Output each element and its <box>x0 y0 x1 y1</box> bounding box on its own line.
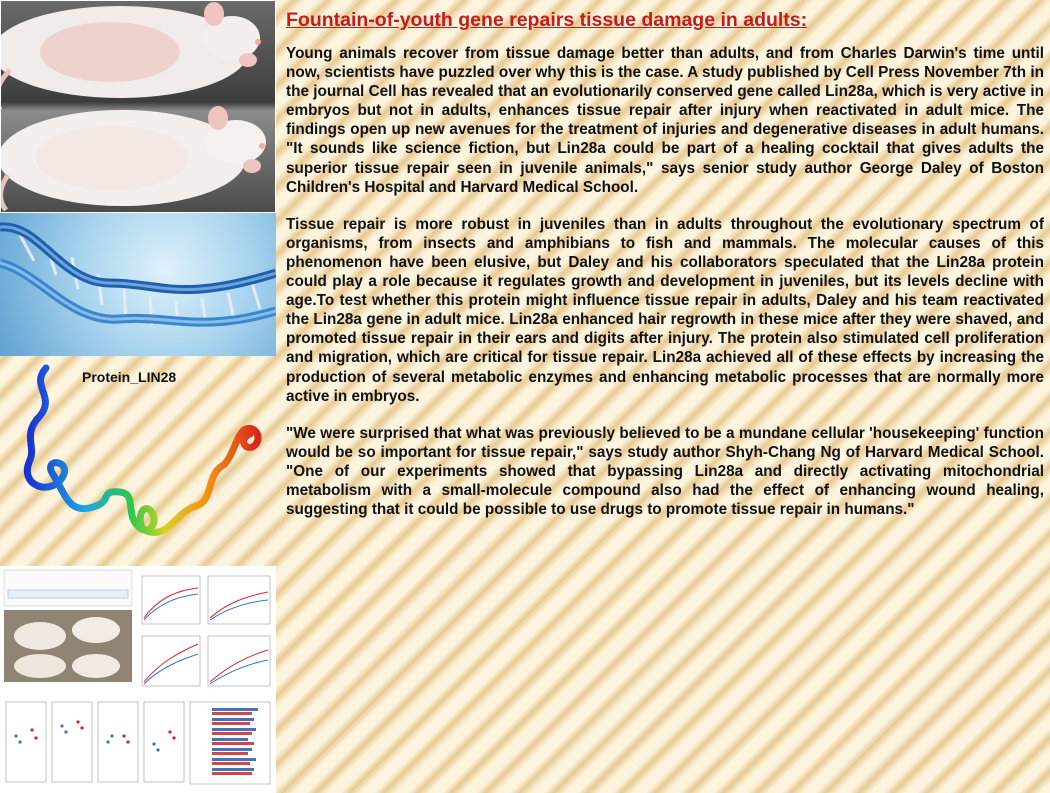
article-paragraph: Tissue repair is more robust in juveniles than in adults throughout the evolutionary spectrum of organisms, from insects and amphibians to fish and mammals. The molecular causes of this phenomenon have been elusive, but Daley and his collaborators speculated that the Lin28a protein could play a role because it regulates growth and development in juveniles, but its levels decline with age.To test whether this protein might influence tissue repair in adults, Daley and his team reactivated the Lin28a gene in adult mice. Lin28a enhanced hair regrowth in these mice after they were shaved, and promoted tissue repair in their ears and digits after injury. The protein also stimulated cell proliferation and migration, which are critical for tissue repair. Lin28a achieved all of these effects by increasing the production of several metabolic enzymes and enhancing metabolic processes that are normally more active in embryos. <box>286 215 1044 405</box>
article <box>286 8 1044 537</box>
protein-ribbon-illustration <box>0 356 276 566</box>
mice-illustration <box>0 0 276 213</box>
dna-helix-illustration <box>0 213 276 356</box>
article-headline: Fountain-of-youth gene repairs tissue damage in adults: <box>286 9 808 31</box>
research-figure-illustration <box>0 566 276 793</box>
protein-lin28-image <box>0 356 276 566</box>
dna-helix-image <box>0 213 276 356</box>
article-paragraph: "We were surprised that what was previously believed to be a mundane cellular 'housekeeping' function would be so important for tissue repair," says study author Shyh-Chang Ng of Harvard Medical School. "One of our experiments showed that bypassing Lin28a and directly activating mitochondrial metabolism with a small-molecule compound also had the effect of enhancing wound healing, suggesting that it could be possible to use drugs to promote tissue repair in humans." <box>286 424 1044 519</box>
article-paragraph: Young animals recover from tissue damage better than adults, and from Charles Darwin's time until now, scientists have puzzled over why this is the case. A study published by Cell Press November 7th in the journal Cell has revealed that an evolutionarily conserved gene called Lin28a, which is very active in embryos but not in adults, enhances tissue repair after injury when reactivated in adult mice. The findings open up new avenues for the treatment of injuries and degenerative diseases in adult humans. "It sounds like science fiction, but Lin28a could be part of a healing cocktail that gives adults the superior tissue repair seen in juvenile animals," says senior study author George Daley of Boston Children's Hospital and Harvard Medical School. <box>286 45 1044 196</box>
mice-photo <box>0 0 276 213</box>
protein-label: Protein_LIN28 <box>82 369 177 385</box>
image-column <box>0 0 276 793</box>
research-figure-panel <box>0 566 276 793</box>
